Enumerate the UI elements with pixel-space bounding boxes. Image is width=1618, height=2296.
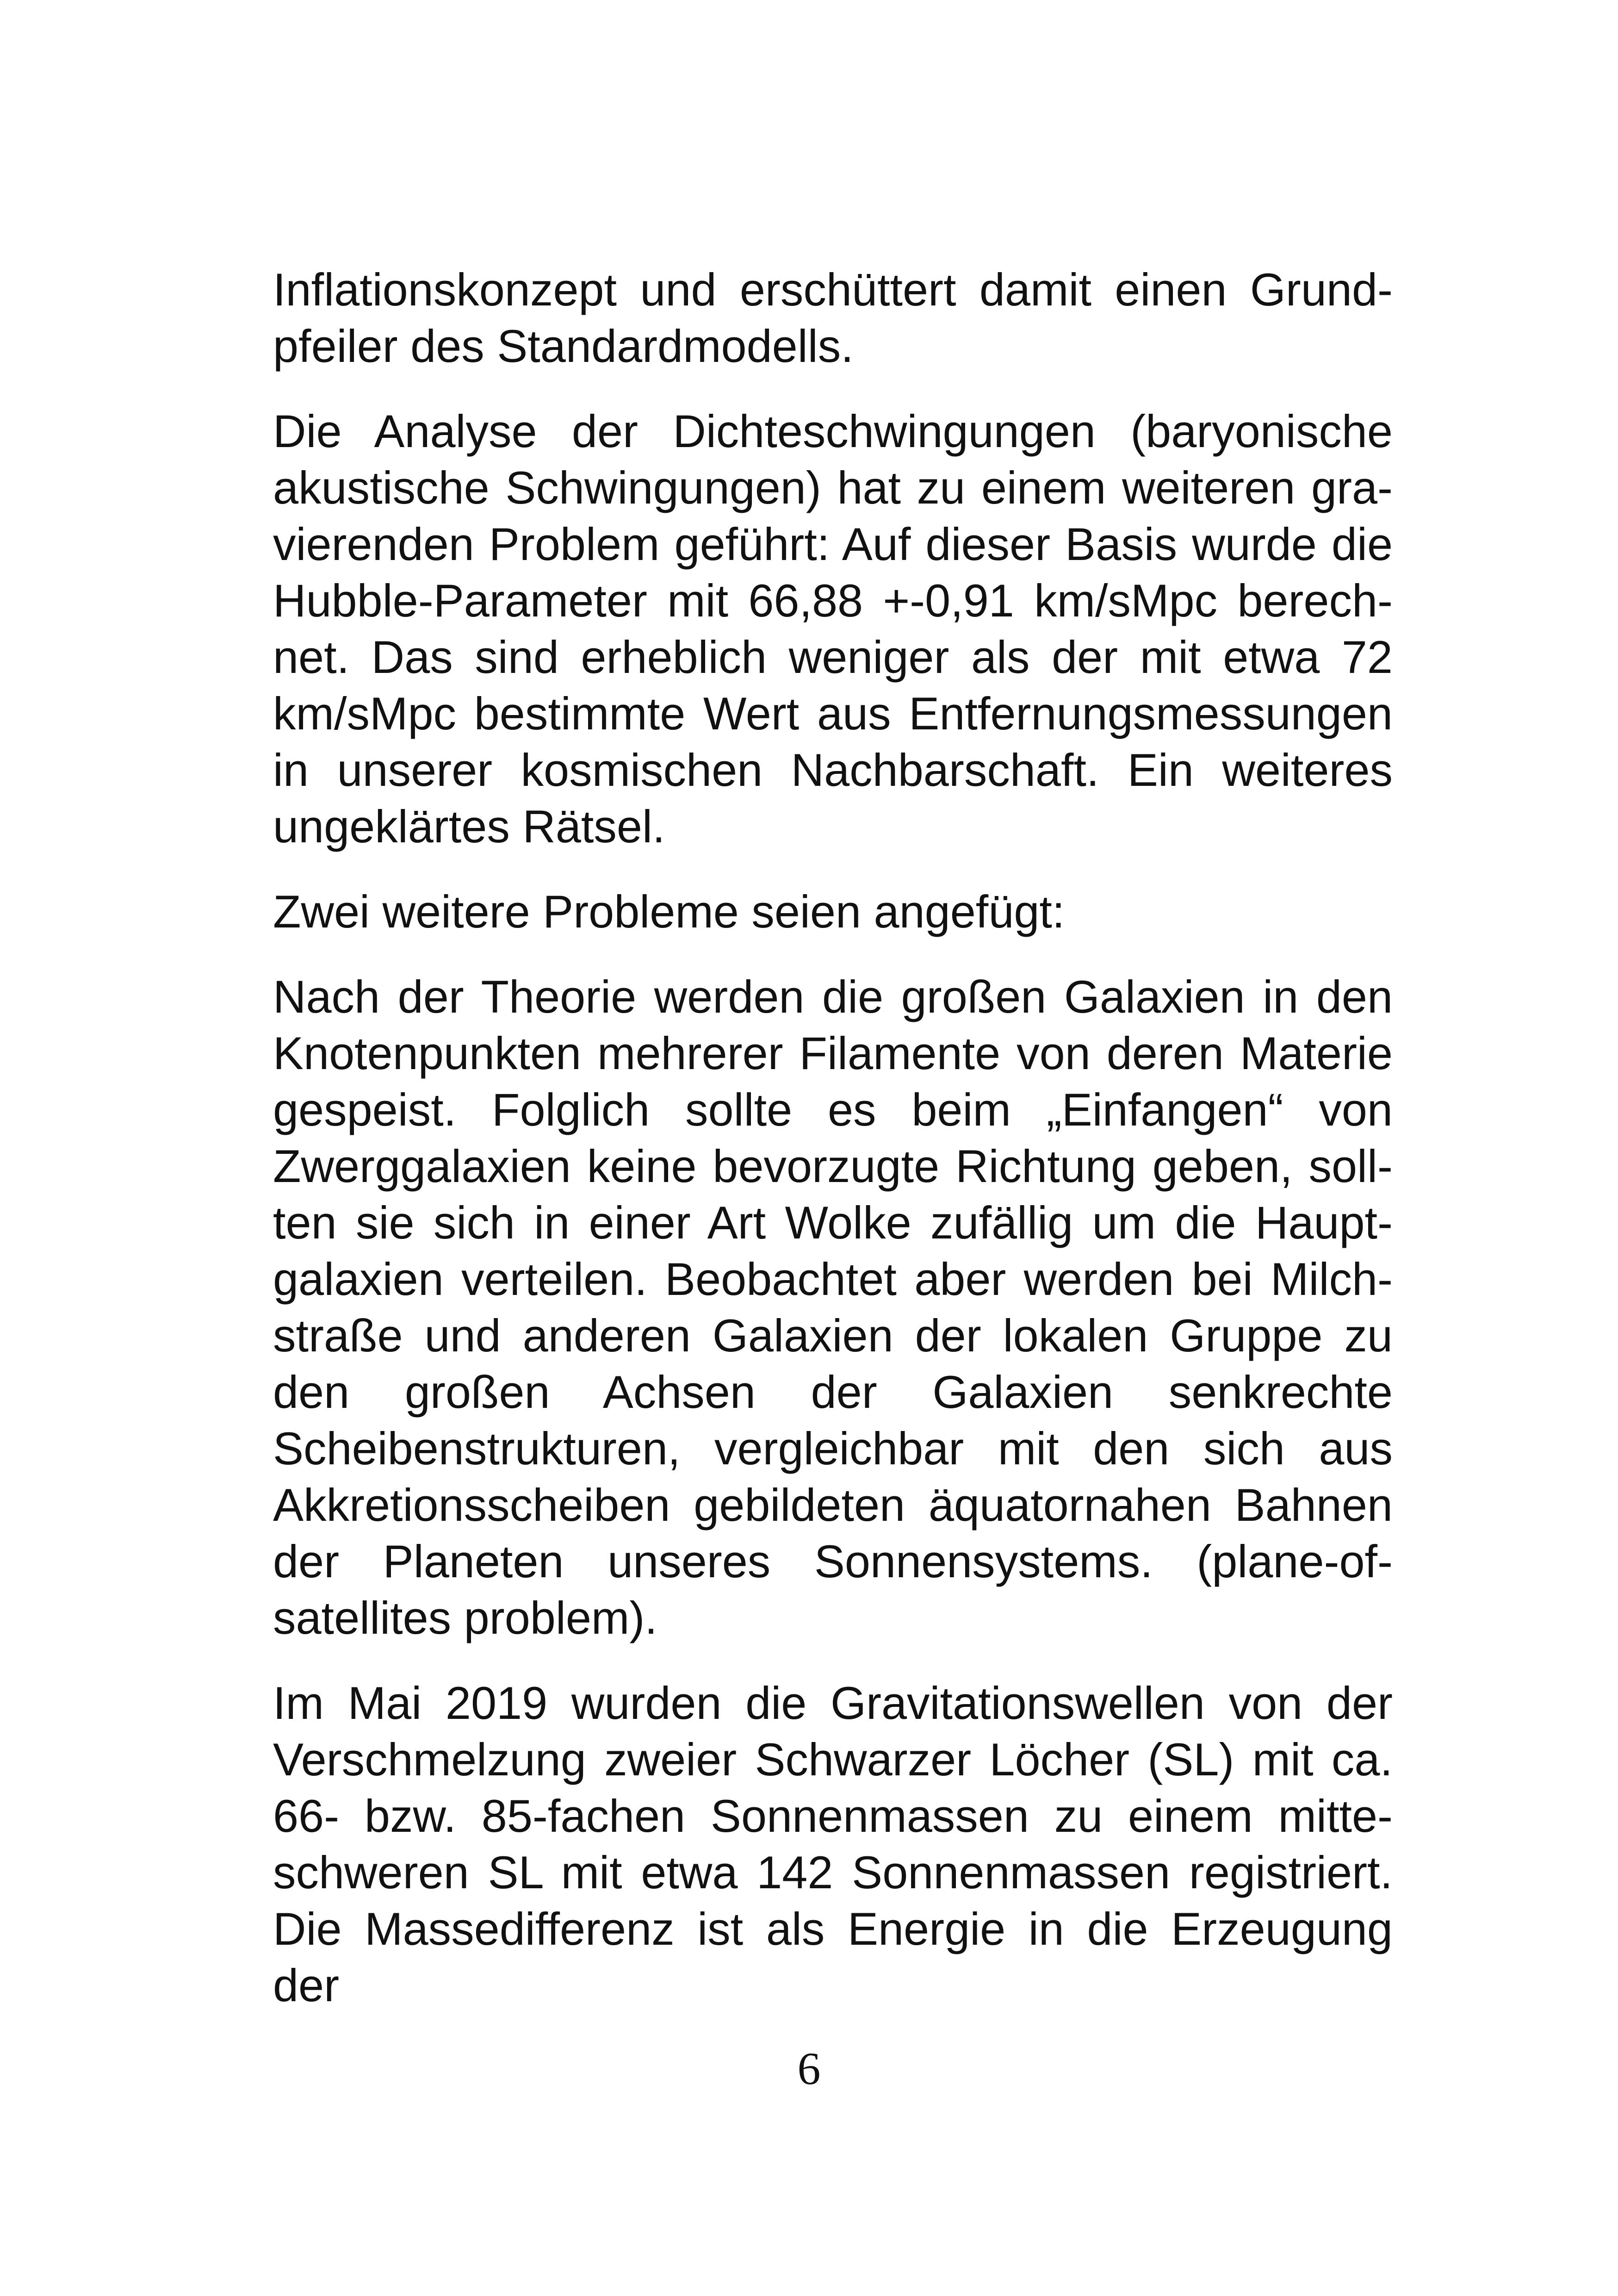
paragraph-further-problems: Zwei weitere Probleme seien angefügt: — [273, 886, 1065, 937]
body-text — [273, 261, 1393, 2014]
paragraph-satellite-planes: Nach der Theorie werden die großen Galaxien in den Knotenpunkten mehrerer Filamente von deren Materie gespeist. Folglich sollte es beim „Einfangen“ von Zwerggalaxien keine bevorzugte Richtung geben, sollten sie sich in einer Art Wolke zufällig um die Hauptgalaxien verteilen. Beobachtet aber werden bei Milchstraße und anderen Galaxien der lokalen Gruppe zu den großen Achsen der Galaxien senkrechte Scheibenstrukturen, vergleichbar mit den sich aus Akkretionsscheiben gebildeten äquatornahen Bahnen der Planeten unseres Sonnensystems. (plane-of-satellites problem). — [273, 971, 1393, 1643]
paragraph-gravitational-waves: Im Mai 2019 wurden die Gravitationswellen von der Verschmelzung zweier Schwarzer Löcher (SL) mit ca. 66- bzw. 85-fachen Sonnenmassen zu einem mitteschweren SL mit etwa 142 Sonnenmassen registriert. Die Massedifferenz ist als Energie in die Erzeugung der — [273, 1677, 1393, 2011]
paragraph-density-oscillations: Die Analyse der Dichteschwingungen (baryonische akustische Schwingungen) hat zu einem weiteren gravierenden Problem geführt: Auf dieser Basis wurde die Hubble-Parameter mit 66,88 +-0,91 km/sMpc berechnet. Das sind erheblich weniger als der mit etwa 72 km/sMpc bestimmte Wert aus Entfernungsmessungen in unserer kosmischen Nachbarschaft. Ein weiteres ungeklärtes Rätsel. — [273, 405, 1393, 852]
page-number: 6 — [797, 2043, 821, 2094]
paragraph-inflation: Inflationskonzept und erschüttert damit einen Grundpfeiler des Standardmodells. — [273, 264, 1393, 372]
